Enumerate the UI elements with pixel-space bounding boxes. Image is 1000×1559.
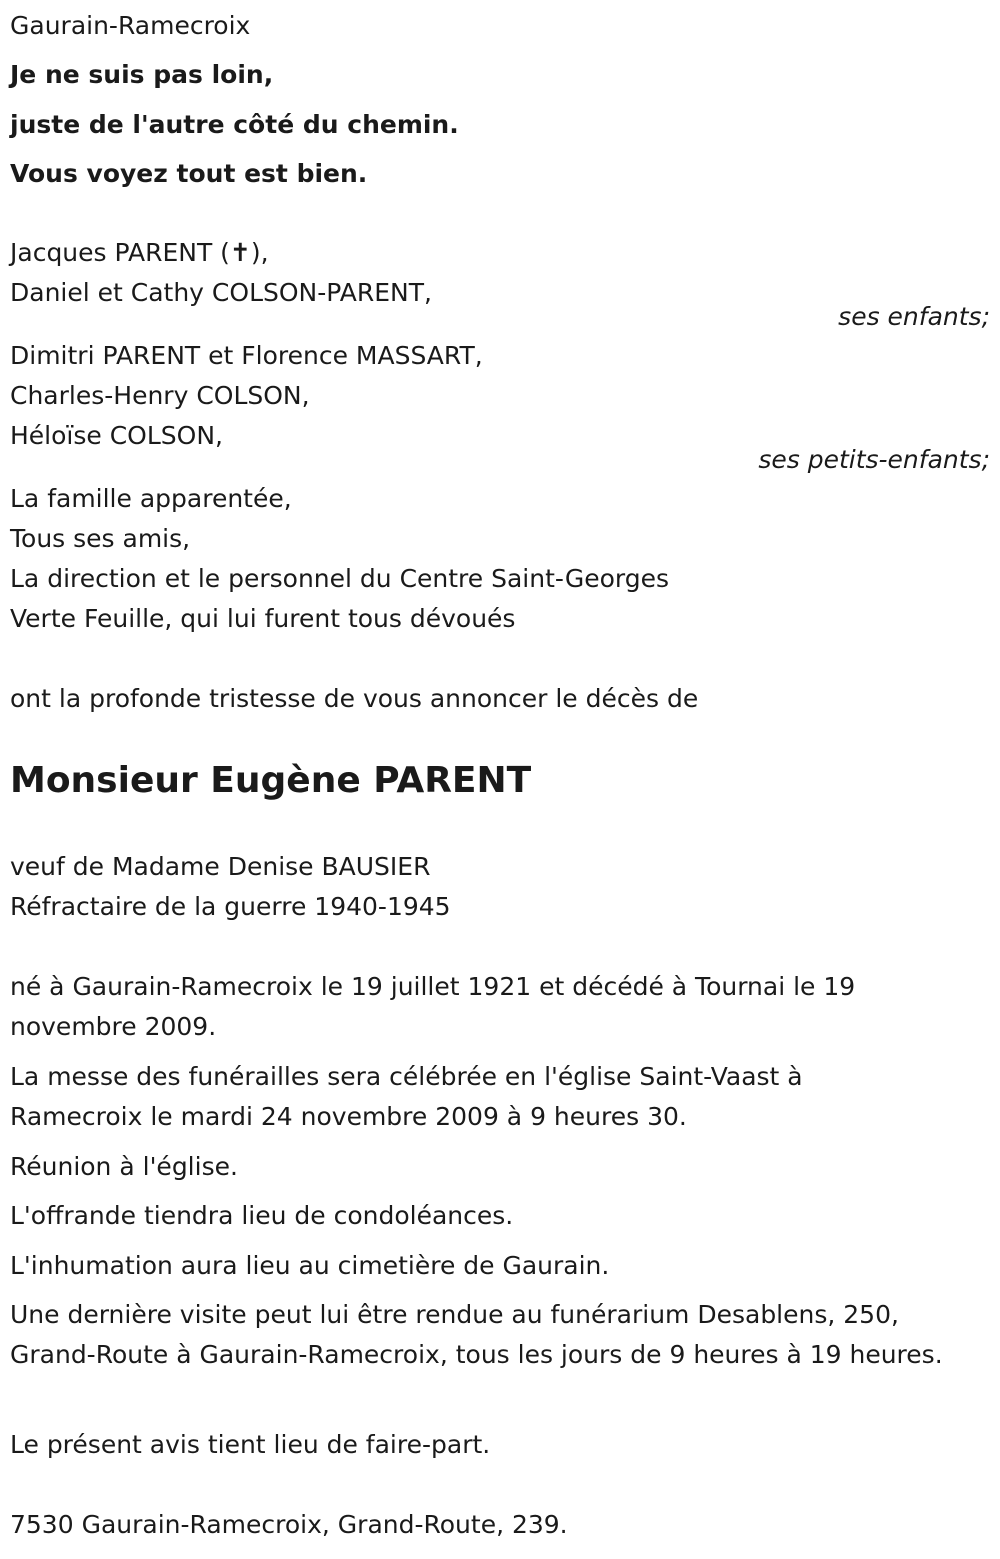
grandchildren-role: ses petits-enfants; — [758, 445, 990, 474]
burial: L'inhumation aura lieu au cimetière de Gaurain. — [10, 1251, 610, 1280]
announcement: ont la profonde tristesse de vous annoncer le décès de — [10, 684, 699, 713]
other-mourner: Tous ses amis, — [10, 524, 191, 553]
address: 7530 Gaurain-Ramecroix, Grand-Route, 239. — [10, 1510, 568, 1539]
last-visit: Une dernière visite peut lui être rendue au funérarium Desablens, 250, Grand-Route à Gaurain-Ramecroix, tous les jours de 9 heures à 19 heures. — [10, 1300, 943, 1369]
deceased-detail: veuf de Madame Denise BAUSIER — [10, 852, 431, 881]
grandchild-name: Charles-Henry COLSON, — [10, 381, 310, 410]
offering: L'offrande tiendra lieu de condoléances. — [10, 1201, 514, 1230]
grandchild-name: Dimitri PARENT et Florence MASSART, — [10, 341, 483, 370]
place-header: Gaurain-Ramecroix — [10, 11, 251, 40]
children-role: ses enfants; — [838, 302, 990, 331]
other-mourner: Verte Feuille, qui lui furent tous dévoués — [10, 604, 516, 633]
other-mourner: La direction et le personnel du Centre Saint-Georges — [10, 564, 669, 593]
child-name: Daniel et Cathy COLSON-PARENT, — [10, 278, 432, 307]
poem-line: Je ne suis pas loin, — [10, 60, 274, 89]
meeting: Réunion à l'église. — [10, 1152, 238, 1181]
grandchild-name: Héloïse COLSON, — [10, 421, 223, 450]
poem-line: Vous voyez tout est bien. — [10, 159, 368, 188]
child-name: Jacques PARENT (✝), — [10, 238, 269, 267]
birth-death: né à Gaurain-Ramecroix le 19 juillet 1921 et décédé à Tournai le 19 novembre 2009. — [10, 972, 856, 1041]
notice: Le présent avis tient lieu de faire-part. — [10, 1430, 491, 1459]
deceased-name: Monsieur Eugène PARENT — [10, 760, 532, 801]
other-mourner: La famille apparentée, — [10, 484, 292, 513]
funeral-mass: La messe des funérailles sera célébrée en l'église Saint-Vaast à Ramecroix le mardi 24 novembre 2009 à 9 heures 30. — [10, 1062, 803, 1131]
deceased-detail: Réfractaire de la guerre 1940-1945 — [10, 892, 451, 921]
poem-line: juste de l'autre côté du chemin. — [10, 110, 459, 139]
